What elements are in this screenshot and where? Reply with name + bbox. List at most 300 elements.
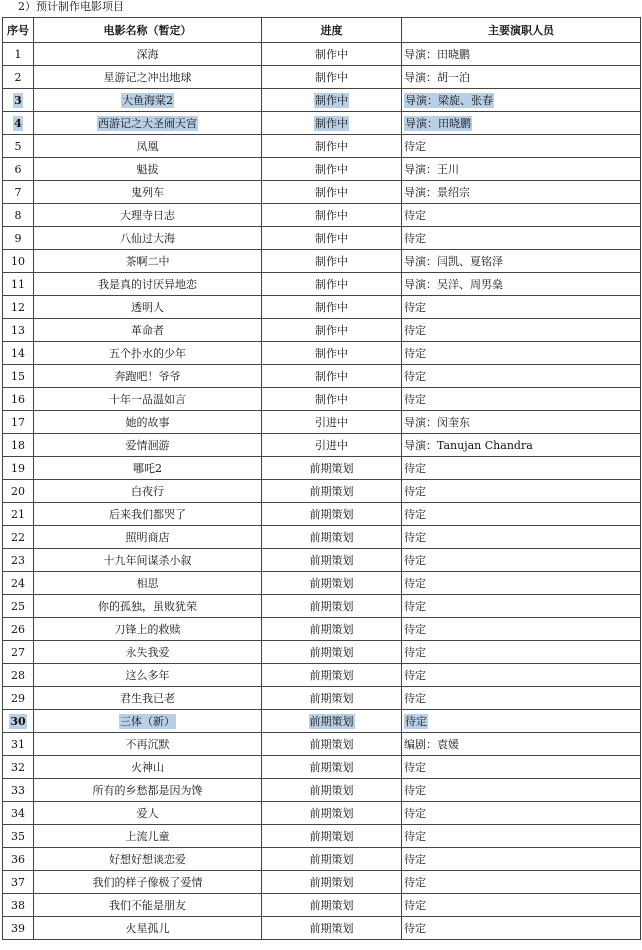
row-cast: 待定 [404, 462, 426, 475]
row-cast: 待定 [404, 600, 426, 613]
row-film-name-cell [34, 526, 262, 549]
row-film-name-cell [34, 710, 262, 733]
table-row [3, 641, 641, 664]
row-status: 前期策划 [309, 623, 354, 636]
header-name: 电影名称（暂定） [34, 18, 262, 43]
row-status: 前期策划 [309, 738, 354, 751]
row-status: 制作中 [315, 393, 348, 406]
row-cast-cell [402, 66, 641, 89]
row-no: 27 [11, 645, 25, 659]
row-no: 23 [11, 553, 25, 567]
row-no-cell [3, 342, 34, 365]
row-no: 12 [11, 300, 25, 314]
row-film-name-cell [34, 503, 262, 526]
row-status: 制作中 [315, 117, 348, 130]
row-film-name-cell [34, 250, 262, 273]
row-no: 29 [11, 691, 25, 705]
row-film-name: 后来我们都哭了 [109, 508, 186, 521]
row-no-cell [3, 894, 34, 917]
row-no-cell [3, 135, 34, 158]
row-cast-cell [402, 158, 641, 181]
row-no: 16 [11, 392, 25, 406]
row-status-cell [262, 365, 402, 388]
row-status: 制作中 [315, 94, 348, 107]
table-row [3, 319, 641, 342]
row-cast: 导演：田晓鹏 [404, 48, 470, 61]
row-status: 前期策划 [309, 485, 354, 498]
row-cast: 待定 [404, 232, 426, 245]
row-status-cell [262, 66, 402, 89]
row-film-name: 星游记之冲出地球 [103, 71, 192, 84]
row-cast: 导演：Tanujan Chandra [404, 439, 533, 452]
row-status-cell [262, 319, 402, 342]
table-row [3, 158, 641, 181]
row-film-name: 五个扑水的少年 [109, 347, 186, 360]
section-caption: 2）预计制作电影项目 [18, 0, 124, 13]
table-row [3, 618, 641, 641]
row-cast: 待定 [404, 784, 426, 797]
row-film-name-cell [34, 871, 262, 894]
row-film-name: 透明人 [131, 301, 164, 314]
row-status-cell [262, 871, 402, 894]
row-cast-cell [402, 641, 641, 664]
row-film-name-cell [34, 296, 262, 319]
row-no: 1 [14, 47, 22, 61]
row-status-cell [262, 572, 402, 595]
row-status-cell [262, 802, 402, 825]
row-status-cell [262, 595, 402, 618]
row-cast-cell [402, 112, 641, 135]
row-status-cell [262, 457, 402, 480]
row-status: 制作中 [315, 232, 348, 245]
row-no: 34 [11, 806, 25, 820]
row-cast: 待定 [404, 692, 426, 705]
row-status: 制作中 [315, 278, 348, 291]
table-row [3, 480, 641, 503]
row-film-name: 相思 [136, 577, 159, 590]
row-cast-cell [402, 664, 641, 687]
row-status-cell [262, 227, 402, 250]
row-no-cell [3, 181, 34, 204]
row-no: 32 [11, 760, 25, 774]
row-cast: 待定 [404, 899, 426, 912]
row-status: 前期策划 [309, 531, 354, 544]
row-status-cell [262, 296, 402, 319]
row-status: 前期策划 [309, 784, 354, 797]
row-no-cell [3, 480, 34, 503]
row-film-name-cell [34, 319, 262, 342]
row-no-cell [3, 733, 34, 756]
row-cast: 待定 [404, 393, 426, 406]
table-row [3, 89, 641, 112]
row-cast: 待定 [404, 646, 426, 659]
row-film-name: 凤凰 [136, 140, 159, 153]
row-status: 制作中 [315, 209, 348, 222]
row-status-cell [262, 250, 402, 273]
row-cast-cell [402, 296, 641, 319]
row-film-name-cell [34, 825, 262, 848]
row-status: 制作中 [315, 370, 348, 383]
row-no-cell [3, 411, 34, 434]
row-film-name: 这么多年 [125, 669, 170, 682]
table-row [3, 342, 641, 365]
row-cast: 待定 [404, 669, 426, 682]
row-cast: 待定 [404, 370, 426, 383]
row-no: 36 [11, 852, 25, 866]
row-film-name-cell [34, 89, 262, 112]
row-no-cell [3, 572, 34, 595]
row-cast-cell [402, 319, 641, 342]
row-film-name-cell [34, 365, 262, 388]
row-status: 前期策划 [309, 462, 354, 475]
table-row [3, 549, 641, 572]
row-no-cell [3, 825, 34, 848]
row-cast-cell [402, 503, 641, 526]
row-no-cell [3, 871, 34, 894]
row-status-cell [262, 825, 402, 848]
row-no-cell [3, 710, 34, 733]
row-status: 前期策划 [309, 853, 354, 866]
table-row [3, 365, 641, 388]
row-film-name: 鬼列车 [131, 186, 164, 199]
table-row [3, 503, 641, 526]
row-no: 7 [14, 185, 22, 199]
row-film-name-cell [34, 756, 262, 779]
row-film-name: 你的孤独，虽败犹荣 [98, 600, 197, 613]
row-cast-cell [402, 181, 641, 204]
row-status-cell [262, 687, 402, 710]
row-no-cell [3, 158, 34, 181]
row-cast-cell [402, 733, 641, 756]
row-status: 前期策划 [309, 807, 354, 820]
row-no: 15 [11, 369, 25, 383]
row-cast: 待定 [404, 623, 426, 636]
table-row [3, 66, 641, 89]
row-film-name-cell [34, 641, 262, 664]
row-cast-cell [402, 825, 641, 848]
table-row [3, 411, 641, 434]
row-film-name-cell [34, 66, 262, 89]
row-status-cell [262, 710, 402, 733]
row-cast: 待定 [404, 830, 426, 843]
row-film-name-cell [34, 917, 262, 940]
row-cast-cell [402, 365, 641, 388]
row-no-cell [3, 296, 34, 319]
row-film-name-cell [34, 158, 262, 181]
row-cast: 待定 [404, 140, 426, 153]
row-cast-cell [402, 411, 641, 434]
row-status-cell [262, 89, 402, 112]
table-row [3, 664, 641, 687]
row-status-cell [262, 158, 402, 181]
table-row [3, 779, 641, 802]
row-no-cell [3, 434, 34, 457]
row-film-name-cell [34, 618, 262, 641]
header-cast: 主要演职人员 [402, 18, 641, 43]
row-no: 5 [14, 139, 22, 153]
row-no: 2 [14, 70, 22, 84]
table-header-row [3, 18, 641, 43]
row-cast: 导演：胡一泊 [404, 71, 470, 84]
row-no-cell [3, 388, 34, 411]
row-cast-cell [402, 756, 641, 779]
row-status: 引进中 [315, 439, 348, 452]
row-no-cell [3, 779, 34, 802]
row-cast: 导演：吴洋、周男燊 [404, 278, 503, 291]
row-cast-cell [402, 917, 641, 940]
row-film-name-cell [34, 342, 262, 365]
row-no-cell [3, 112, 34, 135]
row-film-name-cell [34, 894, 262, 917]
row-status-cell [262, 848, 402, 871]
row-film-name: 爱情洄游 [125, 439, 170, 452]
row-film-name-cell [34, 135, 262, 158]
row-status-cell [262, 733, 402, 756]
table-row [3, 250, 641, 273]
row-cast: 编剧：袁媛 [404, 738, 459, 751]
row-status-cell [262, 503, 402, 526]
row-cast: 待定 [404, 531, 426, 544]
row-no: 22 [11, 530, 25, 544]
row-no-cell [3, 549, 34, 572]
row-no-cell [3, 802, 34, 825]
row-cast-cell [402, 388, 641, 411]
row-status-cell [262, 43, 402, 66]
row-status-cell [262, 434, 402, 457]
row-cast-cell [402, 457, 641, 480]
row-no-cell [3, 641, 34, 664]
row-cast: 待定 [404, 876, 426, 889]
row-film-name-cell [34, 572, 262, 595]
row-no: 35 [11, 829, 25, 843]
row-film-name: 所有的乡愁都是因为馋 [92, 784, 203, 797]
row-film-name: 革命者 [131, 324, 164, 337]
row-film-name-cell [34, 273, 262, 296]
table-row [3, 802, 641, 825]
row-no: 28 [11, 668, 25, 682]
row-no-cell [3, 917, 34, 940]
row-no: 9 [14, 231, 22, 245]
row-film-name: 我是真的讨厌异地恋 [98, 278, 197, 291]
row-status-cell [262, 135, 402, 158]
row-cast-cell [402, 595, 641, 618]
table-row [3, 917, 641, 940]
row-cast-cell [402, 848, 641, 871]
row-film-name: 好想好想谈恋爱 [109, 853, 186, 866]
row-no: 30 [10, 714, 26, 728]
row-no-cell [3, 365, 34, 388]
row-film-name: 十年一品温如言 [109, 393, 186, 406]
table-row [3, 181, 641, 204]
row-no-cell [3, 273, 34, 296]
row-cast-cell [402, 43, 641, 66]
row-cast-cell [402, 549, 641, 572]
row-film-name: 我们的样子像极了爱情 [92, 876, 203, 889]
row-no-cell [3, 526, 34, 549]
row-cast-cell [402, 710, 641, 733]
row-film-name-cell [34, 779, 262, 802]
row-film-name: 君生我已老 [120, 692, 175, 705]
row-no-cell [3, 457, 34, 480]
row-film-name: 大理寺日志 [120, 209, 175, 222]
row-film-name: 十九年间谋杀小叙 [103, 554, 192, 567]
row-film-name: 八仙过大海 [120, 232, 175, 245]
row-status-cell [262, 273, 402, 296]
row-status-cell [262, 342, 402, 365]
row-no: 8 [14, 208, 22, 222]
row-status-cell [262, 618, 402, 641]
film-projects-table [2, 17, 641, 940]
row-no-cell [3, 687, 34, 710]
row-status-cell [262, 894, 402, 917]
row-no-cell [3, 227, 34, 250]
table-row [3, 756, 641, 779]
table-row [3, 296, 641, 319]
row-cast: 导演：闫凯、夏铭泽 [404, 255, 503, 268]
table-row [3, 595, 641, 618]
row-film-name-cell [34, 733, 262, 756]
row-film-name: 奔跑吧！爷爷 [114, 370, 181, 383]
row-film-name-cell [34, 388, 262, 411]
row-status-cell [262, 526, 402, 549]
row-status: 制作中 [315, 140, 348, 153]
table-row [3, 388, 641, 411]
row-status: 制作中 [315, 71, 348, 84]
table-row [3, 135, 641, 158]
row-cast-cell [402, 89, 641, 112]
row-cast-cell [402, 871, 641, 894]
table-row [3, 710, 641, 733]
table-row [3, 457, 641, 480]
row-no: 26 [11, 622, 25, 636]
row-no: 6 [14, 162, 22, 176]
row-status: 前期策划 [309, 830, 354, 843]
row-status-cell [262, 204, 402, 227]
row-cast-cell [402, 802, 641, 825]
row-no: 4 [14, 116, 22, 130]
table-row [3, 572, 641, 595]
row-status: 制作中 [315, 48, 348, 61]
row-cast-cell [402, 618, 641, 641]
row-film-name: 哪吒2 [133, 462, 162, 475]
row-film-name: 永失我爱 [125, 646, 170, 659]
row-film-name-cell [34, 434, 262, 457]
row-cast: 待定 [404, 761, 426, 774]
row-status: 前期策划 [309, 669, 354, 682]
row-cast-cell [402, 227, 641, 250]
row-film-name-cell [34, 411, 262, 434]
row-cast: 待定 [404, 922, 426, 935]
row-cast-cell [402, 250, 641, 273]
row-status: 制作中 [315, 255, 348, 268]
row-cast-cell [402, 273, 641, 296]
row-no: 11 [11, 277, 25, 291]
row-no: 33 [11, 783, 25, 797]
row-film-name-cell [34, 204, 262, 227]
row-status-cell [262, 549, 402, 572]
row-cast-cell [402, 204, 641, 227]
row-no-cell [3, 319, 34, 342]
row-cast: 导演：闵奎东 [404, 416, 470, 429]
row-film-name-cell [34, 848, 262, 871]
row-status: 前期策划 [309, 692, 354, 705]
row-no: 38 [11, 898, 25, 912]
table-row [3, 227, 641, 250]
row-status-cell [262, 480, 402, 503]
row-film-name-cell [34, 595, 262, 618]
row-film-name: 三体（新） [120, 715, 175, 728]
row-cast-cell [402, 894, 641, 917]
row-status-cell [262, 641, 402, 664]
row-film-name: 火星孤儿 [125, 922, 170, 935]
row-no: 25 [11, 599, 25, 613]
row-cast-cell [402, 779, 641, 802]
row-status: 前期策划 [309, 922, 354, 935]
row-status: 制作中 [315, 186, 348, 199]
row-status: 引进中 [315, 416, 348, 429]
row-cast-cell [402, 135, 641, 158]
table-row [3, 434, 641, 457]
row-no-cell [3, 664, 34, 687]
row-cast: 待定 [404, 577, 426, 590]
table-body [3, 43, 641, 940]
row-film-name-cell [34, 802, 262, 825]
row-status-cell [262, 181, 402, 204]
row-film-name-cell [34, 227, 262, 250]
row-no: 17 [11, 415, 25, 429]
row-no: 14 [11, 346, 25, 360]
row-no: 20 [11, 484, 25, 498]
row-film-name: 她的故事 [125, 416, 170, 429]
row-status: 前期策划 [309, 876, 354, 889]
table-row [3, 204, 641, 227]
row-film-name: 大鱼海棠2 [122, 94, 173, 107]
row-status: 前期策划 [309, 715, 354, 728]
row-film-name: 茶啊二中 [125, 255, 170, 268]
row-no-cell [3, 66, 34, 89]
row-cast-cell [402, 526, 641, 549]
row-cast: 待定 [404, 508, 426, 521]
row-status: 制作中 [315, 347, 348, 360]
table-row [3, 273, 641, 296]
row-status-cell [262, 411, 402, 434]
row-cast: 待定 [404, 853, 426, 866]
row-cast: 待定 [404, 324, 426, 337]
row-no-cell [3, 503, 34, 526]
header-no: 序号 [3, 18, 34, 43]
row-status: 前期策划 [309, 554, 354, 567]
row-cast: 导演：田晓鹏 [405, 117, 471, 130]
row-no-cell [3, 848, 34, 871]
row-no: 13 [11, 323, 25, 337]
row-no-cell [3, 204, 34, 227]
row-no-cell [3, 595, 34, 618]
row-status-cell [262, 388, 402, 411]
row-cast-cell [402, 572, 641, 595]
row-status: 前期策划 [309, 646, 354, 659]
row-film-name-cell [34, 457, 262, 480]
row-status: 制作中 [315, 163, 348, 176]
table-row [3, 825, 641, 848]
row-cast-cell [402, 434, 641, 457]
row-cast-cell [402, 342, 641, 365]
table-row [3, 43, 641, 66]
row-no: 21 [11, 507, 25, 521]
row-film-name: 白夜行 [131, 485, 164, 498]
row-no-cell [3, 618, 34, 641]
row-status: 制作中 [315, 301, 348, 314]
row-status: 前期策划 [309, 600, 354, 613]
